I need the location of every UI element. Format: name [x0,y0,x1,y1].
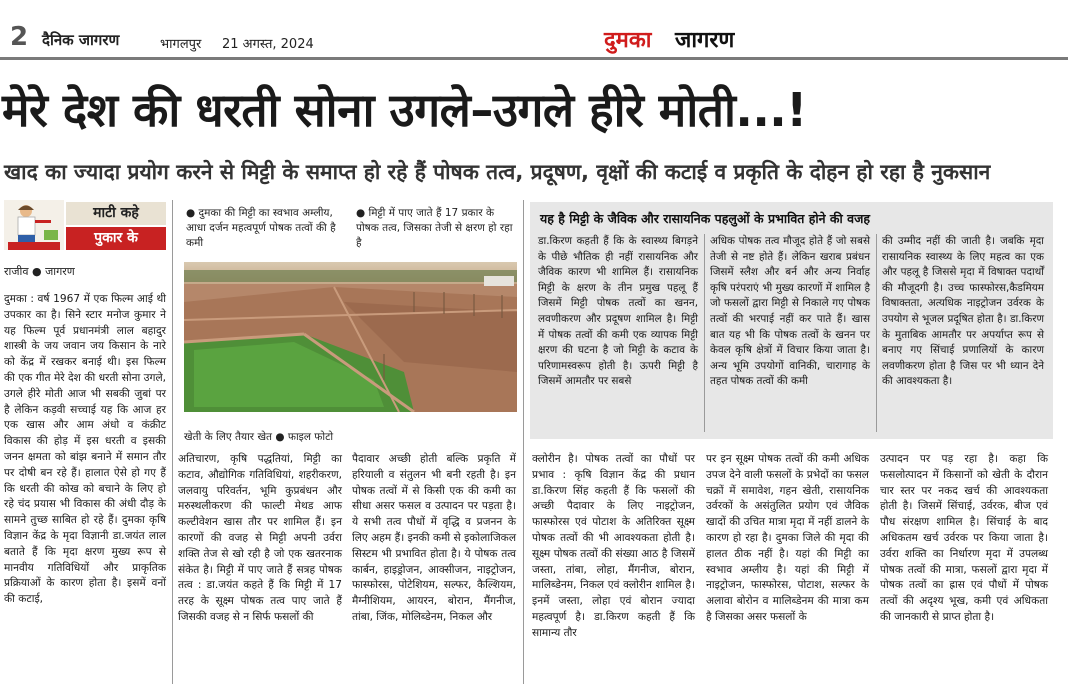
info-box-column-2: अधिक पोषक तत्व मौजूद होते हैं जो सबसे तेजी से नष्ट होते हैं। लेकिन खराब प्रबंधन जिसमें स्लैश और बर्न और अन्य निर्वाह कृषि परंपराएं भी मुख्य कारणों में शामिल है जो फसलों द्वारा मिट्टी से निकाले गए पोषक तत्वों की भरपाई नहीं कर पाते हैं। खास बात यह भी कि पोषक तत्वों के खनन पर केवल कृषि क्षेत्रों में विचार किया जाता है। अन्य भूमि उपयोगों वानिकी, चारागाह के तहत पोषक तत्वों की कमी [710,235,870,388]
paper-name: दैनिक जागरण [42,31,120,49]
subheadline: खाद का ज्यादा प्रयोग करने से मिट्टी के समाप्त हो रहे हैं पोषक तत्व, प्रदूषण, वृक्षों की कटाई व प्रकृति के दोहन हो रहा है नुकसान [4,160,991,184]
photo-highlight-1: ● दुमका की मिट्टी का स्वभाव अम्लीय, आधा दर्जन महत्वपूर्ण पोषक तत्वों की है कमी [186,207,336,249]
column-subtitle: पुकार के [66,227,166,250]
info-box-column-3: की उम्मीद नहीं की जाती है। जबकि मृदा रासायनिक स्वास्थ्य के लिए महत्व का एक और पहलू है जिससे मृदा में विषाक्त पदार्थों की मौजूदगी है। उच्च फास्फोरस,कैडमियम विषाक्तता, अत्यधिक नाइट्रोजन उर्वरक के उपयोग से भूजल प्रदूषित होता है। डा.किरण के मुताबिक आमतौर पर अपर्याप्त रूप से बनाए गए सिंचाई प्रणालियों के कारण लवणीकरण होता है जिस पर भी ध्यान देने की आवश्यकता है। [882,235,1044,388]
info-box-divider [704,234,705,432]
photo-caption: खेती के लिए तैयार खेत ● फाइल फोटो [184,431,334,443]
page-number: 2 [10,22,29,52]
article-column-1: दुमका : वर्ष 1967 में एक फिल्म आई थी उपकार का है। सिने स्टार मनोज कुमार ने यह फिल्म पूर्व प्रधानमंत्री लाल बहादुर शास्त्री के जय जवान जय किसान के नारे को केंद्र में रखकर बनाई थी। इस फिल्म की एक गीत मेरे देश की धरती सोना उगले, उगले हीरे मोती आज भी सबकी जुबां पर है लेकिन कड़वी सच्चाई यह कि आज हर एक खास और आम अंधो व कंक्रीट विकास की होड़ में इस धरती व इसकी जनन क्षमता को बांझ बनाने में समान तौर पर दोषी बन रहे हैं। हालात ऐसे हो गए हैं कि धरती की कोख को बचाने के लिए हो रहे चंद प्रयास भी विकास की अंधी दौड़ के सामने तुच्छ साबित हो रहे हैं। दुमका कृषि विज्ञान केंद्र के मृदा विज्ञानी डा.जयंत लाल बताते हैं कि मृदा क्षरण मुख्य रूप से मानवीय गतिविधियों और प्राकृतिक प्रक्रियाओं के कारण होता है। इसमें वनों की कटाई, [4,293,166,606]
article-column-3: पैदावार अच्छी होती बल्कि प्रकृति में हरियाली व संतुलन भी बनी रहती है। इन पोषक तत्वों में से किसी एक की कमी का सीधा असर फसल व उत्पादन पर पड़ता है। ये सभी तत्व पौधों में वृद्धि व प्रजनन के लिए अहम हैं। इनकी कमी से इकोलाजिकल सिस्टम भी प्रभावित होता है। ये पोषक तत्व कार्बन, हाइड्रोजन, आक्सीजन, नाइट्रोजन, फास्फोरस, पोटेशियम, सल्फर, कैल्शियम, मैग्नीशियम, आयरन, बोरान, मैंगनीज, तांबा, जिंक, मोलिब्डेनम, निकल और [352,453,516,623]
info-box-column-1: डा.किरण कहती हैं कि के स्वास्थ्य बिगड़ने के पीछे भौतिक ही नहीं रासायनिक और जैविक कारण भी शामिल हैं। रासायनिक मिट्टी के क्षरण के तीन प्रमुख पहलू हैं जिसमें मिट्टी पोषक तत्वों का खनन, लवणीकरण और प्रदूषण शामिल है। मिट्टी में पोषक तत्वों की कमी एक व्यापक मिट्टी क्षरण की घटना है जो मिट्टी के कटाव के परिणामस्वरूप होती है। ऊपरी मिट्टी है जिसमें आमतौर पर सबसे [538,235,698,388]
column-title: माटी कहे [66,202,166,225]
city: भागलपुर [160,37,202,52]
info-box-divider [876,234,877,432]
info-box-title: यह है मिट्टी के जैविक और रासायनिक पहलुओं के प्रभावित होने की वजह [540,211,870,226]
article-column-4: क्लोरीन है। पोषक तत्वों का पौधों पर प्रभाव : कृषि विज्ञान केंद्र की प्रधान डा.किरण सिंह कहती हैं कि फसलों की अच्छी पैदावार के लिए नाइट्रोजन, फास्फोरस एवं पोटाश के अतिरिक्त सूक्ष्म पोषक तत्वों की भी आवश्यकता होती है। सूक्ष्म पोषक तत्वों की संख्या आठ है जिसमें जस्ता, तांबा, लोहा, मैंगनीज, बोरान, मालिब्डेनम, निकल एवं क्लोरीन शामिल है। इनमें जस्ता, लोहा एवं बोरान ज्यादा महत्वपूर्ण है। डा.किरण कहती हैं कि सामान्य तौर [532,453,695,639]
column-divider [523,200,524,684]
photo-highlight-2: ● मिट्टी में पाए जाते हैं 17 प्रकार के पोषक तत्व, जिसका तेजी से क्षरण हो रहा है [356,207,513,249]
article-column-6: उत्पादन पर पड़ रहा है। कहा कि फसलोत्पादन में किसानों को खेती के दौरान चार स्तर पर नकद खर्च की आवश्यकता होती है। जिसमें सिंचाई, उर्वरक, बीज एवं पौध संरक्षण शामिल है। सिंचाई के बाद अधिकतम खर्च उर्वरक पर किया जाता है। उर्वरा शक्ति का निर्धारण मृदा में उपलब्ध पोषक तत्वों की मात्रा, फसलों द्वारा मृदा में पोषक तत्वों का ह्रास एवं पौधों में पोषक तत्वों की अदृश्य भूख, कमी एवं अधिकता की जानकारी से प्राप्त होता है। [880,453,1048,623]
edition-logo-red: दुमका [604,28,652,53]
field-photo [184,262,517,412]
edition-logo-black: जागरण [675,28,735,53]
byline: राजीव ● जागरण [4,265,75,278]
article-column-2: अतिचारण, कृषि पद्धतियां, मिट्टी का कटाव, औद्योगिक गतिविधियां, शहरीकरण, जलवायु परिवर्तन, भूमि कुप्रबंधन और मरुस्थलीकरण की फाल्टी मेथड आफ कल्टीवेशन खास तौर पर शामिल हैं। इन कारणों की वजह से मिट्टी अपनी उर्वरा शक्ति तेज से खो रही है जो एक खतरनाक संकेत है। मिट्टी में पाए जाते हैं सत्रह पोषक तत्व : डा.जयंत कहते हैं कि मिट्टी में 17 तरह के सूक्ष्म पोषक तत्व पाए जाते हैं जिसकी वजह से न सिर्फ फसलों की [178,453,342,623]
headline: मेरे देश की धरती सोना उगले–उगले हीरे मोती...! [2,83,807,137]
column-divider [172,200,173,684]
masthead-rule [0,57,1068,60]
date: 21 अगस्त, 2024 [222,37,314,52]
article-column-5: पर इन सूक्ष्म पोषक तत्वों की कमी अधिक उपज देने वाली फसलों के प्रभेदों का फसल चक्रों में समावेश, गहन खेती, रासायनिक उर्वरकों के असंतुलित प्रयोग एवं जैविक खादों की उचित मात्रा मृदा में नहीं डालने के कारण हो रहा है। दुमका जिले की मृदा की हालत ठीक नहीं है। यहां की मिट्टी का स्वभाव अम्लीय है। यहां की मिट्टी में नाइट्रोजन, फास्फोरस, पोटाश, सल्फर के अलावा बोरोन व मालिब्डेनम की मात्रा कम है जिसका असर फसलों के [706,453,869,623]
farmer-illustration-icon [4,200,64,250]
column-logo [4,200,166,250]
masthead [0,0,1068,58]
